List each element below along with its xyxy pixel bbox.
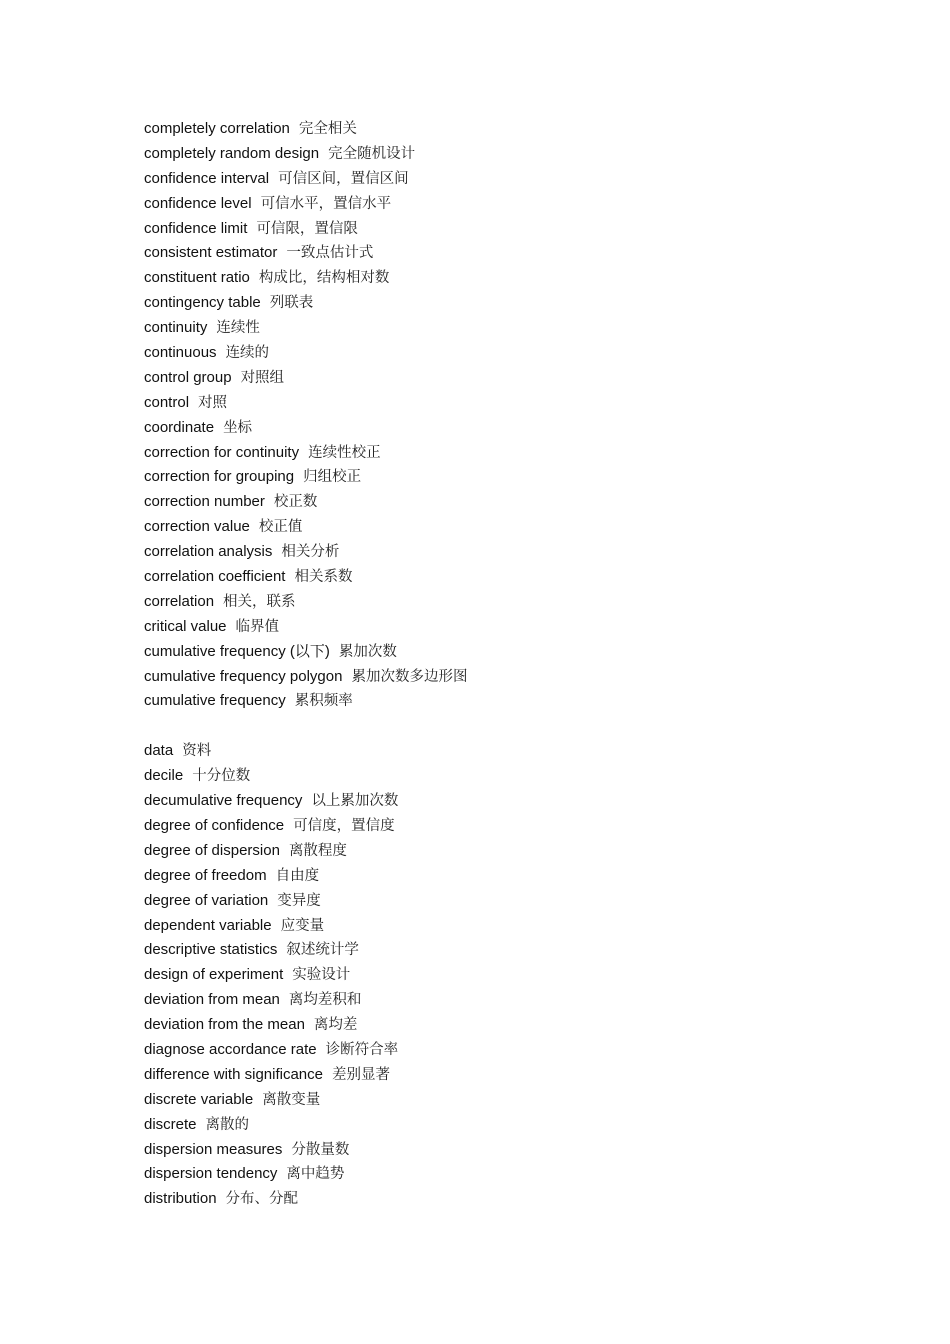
- entry-term: consistent estimator: [144, 244, 278, 262]
- entry-translation: 累加次数多边形图: [351, 668, 468, 685]
- entry-translation: 累积频率: [294, 693, 353, 710]
- entry-translation: 对照组: [240, 369, 285, 386]
- glossary-entry: [144, 590, 844, 615]
- glossary-entry: [144, 764, 844, 789]
- entry-term: degree of freedom: [144, 866, 267, 884]
- entry-term: dispersion tendency: [144, 1165, 278, 1183]
- entry-translation: 离散变量: [262, 1091, 321, 1108]
- glossary-entry: [144, 465, 844, 490]
- glossary-entry: [144, 1013, 844, 1038]
- entry-term: confidence limit: [144, 219, 248, 237]
- glossary-entry: [144, 963, 844, 988]
- glossary-entry: [144, 839, 844, 864]
- entry-translation: 分布、分配: [225, 1191, 299, 1208]
- entry-term: confidence level: [144, 194, 252, 212]
- glossary-entry: [144, 416, 844, 441]
- entry-term: coordinate: [144, 418, 215, 436]
- glossary-entry: [144, 441, 844, 466]
- glossary-entry: [144, 565, 844, 590]
- glossary-entry: [144, 988, 844, 1013]
- entry-term: dispersion measures: [144, 1140, 283, 1158]
- entry-translation: 相关，联系: [223, 593, 296, 610]
- entry-translation: 校正数: [273, 494, 318, 511]
- glossary-entry: [144, 789, 844, 814]
- glossary-entry: [144, 814, 844, 839]
- entry-translation: 归组校正: [303, 469, 362, 486]
- entry-term: correlation coefficient: [144, 568, 286, 586]
- entry-term: decile: [144, 767, 184, 785]
- entry-term: discrete: [144, 1115, 197, 1133]
- glossary-section: [144, 117, 844, 714]
- entry-translation: 连续的: [225, 345, 270, 362]
- glossary-entry: [144, 864, 844, 889]
- entry-term: critical value: [144, 617, 227, 635]
- entry-term: cumulative frequency polygon: [144, 667, 343, 685]
- entry-term: decumulative frequency: [144, 792, 303, 810]
- entry-term: correction number: [144, 493, 265, 511]
- entry-term: cumulative frequency (以下): [144, 642, 330, 660]
- glossary-entry: [144, 266, 844, 291]
- glossary-list: [144, 117, 844, 1212]
- entry-translation: 可信水平，置信水平: [260, 195, 392, 212]
- entry-translation: 差别显著: [332, 1066, 390, 1083]
- entry-term: descriptive statistics: [144, 941, 278, 959]
- entry-translation: 变异度: [277, 892, 321, 909]
- glossary-entry: [144, 938, 844, 963]
- entry-translation: 相关系数: [294, 569, 353, 586]
- entry-term: correction for continuity: [144, 443, 300, 461]
- entry-translation: 自由度: [275, 867, 320, 884]
- entry-translation: 可信限，置信限: [256, 220, 358, 237]
- entry-translation: 诊断符合率: [325, 1041, 399, 1058]
- entry-term: degree of variation: [144, 891, 269, 909]
- glossary-entry: [144, 739, 844, 764]
- entry-term: control: [144, 393, 190, 411]
- glossary-entry: [144, 914, 844, 939]
- entry-translation: 离散程度: [288, 842, 347, 859]
- glossary-entry: [144, 515, 844, 540]
- entry-term: completely correlation: [144, 120, 290, 137]
- entry-translation: 列联表: [269, 295, 314, 312]
- entry-term: constituent ratio: [144, 269, 250, 287]
- entry-translation: 可信度，置信度: [293, 817, 395, 834]
- entry-translation: 临界值: [235, 618, 280, 635]
- glossary-entry: [144, 1113, 844, 1138]
- entry-translation: 离均差积和: [288, 992, 362, 1009]
- entry-translation: 完全随机设计: [328, 145, 416, 162]
- entry-translation: 离中趋势: [286, 1166, 345, 1183]
- entry-translation: 资料: [182, 743, 212, 760]
- entry-term: continuous: [144, 344, 217, 362]
- entry-term: contingency table: [144, 294, 261, 312]
- glossary-section: [144, 739, 844, 1212]
- entry-term: continuity: [144, 319, 208, 337]
- glossary-entry: [144, 217, 844, 242]
- entry-term: correlation analysis: [144, 543, 273, 561]
- glossary-entry: [144, 490, 844, 515]
- entry-translation: 相关分析: [281, 544, 340, 561]
- entry-translation: 校正值: [258, 519, 303, 536]
- entry-term: deviation from mean: [144, 991, 280, 1009]
- glossary-entry: [144, 665, 844, 690]
- glossary-entry: [144, 316, 844, 341]
- entry-term: diagnose accordance rate: [144, 1040, 317, 1058]
- glossary-entry: [144, 689, 844, 714]
- entry-translation: 坐标: [223, 419, 253, 436]
- entry-translation: 一致点估计式: [286, 245, 374, 262]
- entry-translation: 分散量数: [291, 1141, 350, 1158]
- entry-term: dependent variable: [144, 916, 272, 934]
- entry-translation: 离散的: [205, 1116, 250, 1133]
- glossary-entry: [144, 341, 844, 366]
- glossary-entry: [144, 366, 844, 391]
- entry-term: correlation: [144, 592, 215, 610]
- glossary-entry: [144, 391, 844, 416]
- entry-translation: 应变量: [280, 917, 325, 934]
- glossary-entry: [144, 1162, 844, 1187]
- entry-term: control group: [144, 368, 232, 386]
- glossary-entry: [144, 1038, 844, 1063]
- entry-term: correction value: [144, 518, 250, 536]
- glossary-entry: [144, 142, 844, 167]
- glossary-entry: [144, 117, 844, 142]
- glossary-entry: [144, 1063, 844, 1088]
- entry-translation: 十分位数: [192, 768, 251, 785]
- entry-term: data: [144, 742, 174, 760]
- entry-term: distribution: [144, 1190, 217, 1208]
- glossary-entry: [144, 889, 844, 914]
- entry-translation: 累加次数: [338, 643, 397, 660]
- glossary-entry: [144, 540, 844, 565]
- entry-translation: 叙述统计学: [286, 942, 359, 959]
- entry-translation: 连续性: [216, 320, 260, 337]
- entry-translation: 连续性校正: [308, 444, 381, 461]
- entry-translation: 完全相关: [298, 121, 357, 137]
- glossary-entry: [144, 1187, 844, 1212]
- entry-translation: 离均差: [313, 1017, 358, 1034]
- entry-term: discrete variable: [144, 1090, 254, 1108]
- entry-translation: 构成比，结构相对数: [258, 270, 390, 287]
- entry-term: cumulative frequency: [144, 692, 286, 710]
- entry-term: completely random design: [144, 144, 320, 162]
- entry-term: difference with significance: [144, 1065, 323, 1083]
- glossary-entry: [144, 167, 844, 192]
- entry-translation: 对照: [198, 394, 228, 411]
- glossary-entry: [144, 1088, 844, 1113]
- entry-translation: 以上累加次数: [311, 793, 399, 810]
- glossary-entry: [144, 1138, 844, 1163]
- entry-term: correction for grouping: [144, 468, 295, 486]
- glossary-entry: [144, 615, 844, 640]
- glossary-entry: [144, 640, 844, 665]
- entry-term: degree of confidence: [144, 816, 285, 834]
- entry-term: degree of dispersion: [144, 841, 280, 859]
- entry-translation: 可信区间，置信区间: [278, 170, 409, 187]
- entry-translation: 实验设计: [292, 967, 351, 984]
- glossary-entry: [144, 291, 844, 316]
- entry-term: confidence interval: [144, 169, 270, 187]
- glossary-entry: [144, 192, 844, 217]
- glossary-entry: [144, 241, 844, 266]
- entry-term: design of experiment: [144, 966, 284, 984]
- entry-term: deviation from the mean: [144, 1016, 305, 1034]
